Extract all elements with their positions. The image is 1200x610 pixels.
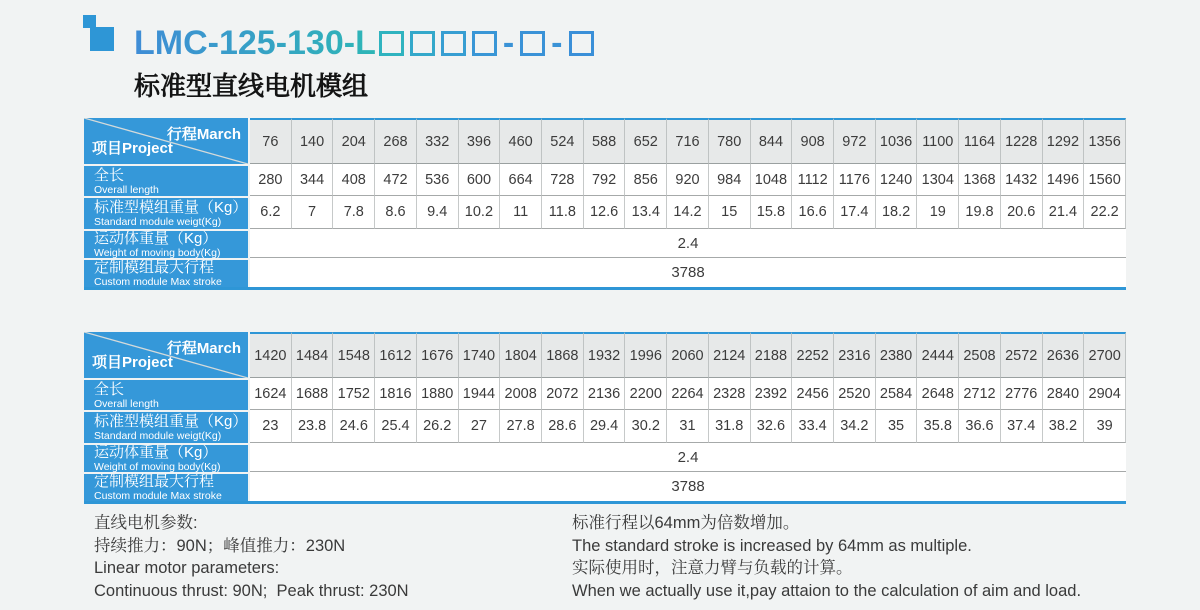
row-label-cn: 运动体重量（Kg） xyxy=(94,230,218,247)
model-number-text: LMC-125-130-L xyxy=(134,23,376,62)
row-label-cell xyxy=(84,472,250,501)
table-corner-cell xyxy=(84,118,250,164)
stroke-header-cell: 2188 xyxy=(751,332,793,378)
value-cell: 2328 xyxy=(709,378,751,410)
footer-line: Linear motor parameters: xyxy=(94,559,280,577)
value-cell: 15 xyxy=(709,196,751,229)
value-cell: 344 xyxy=(292,164,334,196)
logo-square-big-icon xyxy=(90,27,114,51)
value-cell: 27 xyxy=(459,410,501,443)
row-label-cell xyxy=(84,196,250,229)
value-cell: 29.4 xyxy=(584,410,626,443)
stroke-header-cell: 2380 xyxy=(876,332,918,378)
placeholder-box-icon xyxy=(379,31,404,56)
value-cell: 7 xyxy=(292,196,334,229)
stroke-header-cell: 2124 xyxy=(709,332,751,378)
corner-label-project: 项目Project xyxy=(92,140,173,157)
value-cell: 1624 xyxy=(250,378,292,410)
value-cell: 26.2 xyxy=(417,410,459,443)
value-cell: 408 xyxy=(333,164,375,196)
stroke-header-cell: 780 xyxy=(709,118,751,164)
value-cell: 2264 xyxy=(667,378,709,410)
placeholder-box-icon xyxy=(441,31,466,56)
value-cell: 19 xyxy=(917,196,959,229)
value-cell: 7.8 xyxy=(333,196,375,229)
value-cell: 35 xyxy=(876,410,918,443)
value-cell: 2008 xyxy=(500,378,542,410)
value-cell: 1944 xyxy=(459,378,501,410)
product-subtitle: 标准型直线电机模组 xyxy=(134,71,369,101)
value-cell: 15.8 xyxy=(751,196,793,229)
span-value-cell: 3788 xyxy=(250,472,1126,501)
value-cell: 1432 xyxy=(1001,164,1043,196)
value-cell: 33.4 xyxy=(792,410,834,443)
value-cell: 472 xyxy=(375,164,417,196)
corner-label-march: 行程March xyxy=(166,340,241,357)
stroke-header-cell: 908 xyxy=(792,118,834,164)
stroke-header-cell: 844 xyxy=(751,118,793,164)
value-cell: 2072 xyxy=(542,378,584,410)
stroke-header-cell: 76 xyxy=(250,118,292,164)
span-value-cell: 2.4 xyxy=(250,443,1126,472)
stroke-header-cell: 2636 xyxy=(1043,332,1085,378)
footer-motor-parameters xyxy=(94,512,564,602)
value-cell: 11.8 xyxy=(542,196,584,229)
value-cell: 23.8 xyxy=(292,410,334,443)
value-cell: 36.6 xyxy=(959,410,1001,443)
footer-line: 持续推力：90N；峰值推力：230N xyxy=(94,536,346,555)
value-cell: 2456 xyxy=(792,378,834,410)
value-cell: 792 xyxy=(584,164,626,196)
row-label-en: Weight of moving body(Kg) xyxy=(94,247,221,258)
row-label-en: Custom module Max stroke xyxy=(94,490,222,501)
footer-line: Continuous thrust: 90N; Peak thrust: 230N xyxy=(94,581,409,600)
row-label-cn: 全长 xyxy=(94,166,125,184)
value-cell: 2584 xyxy=(876,378,918,410)
stroke-header-cell: 268 xyxy=(375,118,417,164)
corner-label-march: 行程March xyxy=(166,126,241,143)
value-cell: 664 xyxy=(500,164,542,196)
value-cell: 37.4 xyxy=(1001,410,1043,443)
value-cell: 18.2 xyxy=(876,196,918,229)
value-cell: 30.2 xyxy=(625,410,667,443)
row-label-cn: 标准型模组重量（Kg） xyxy=(94,413,248,430)
value-cell: 2520 xyxy=(834,378,876,410)
value-cell: 1112 xyxy=(792,164,834,196)
stroke-header-cell: 204 xyxy=(333,118,375,164)
value-cell: 1880 xyxy=(417,378,459,410)
row-label-cell xyxy=(84,443,250,472)
value-cell: 6.2 xyxy=(250,196,292,229)
title-dash: - xyxy=(551,23,563,62)
spec-grid xyxy=(84,118,1126,287)
row-label-cn: 定制模组最大行程 xyxy=(94,259,215,276)
value-cell: 31.8 xyxy=(709,410,751,443)
value-cell: 1240 xyxy=(876,164,918,196)
value-cell: 32.6 xyxy=(751,410,793,443)
value-cell: 1048 xyxy=(751,164,793,196)
spec-table-1 xyxy=(84,118,1126,290)
value-cell: 12.6 xyxy=(584,196,626,229)
stroke-header-cell: 140 xyxy=(292,118,334,164)
stroke-header-cell: 716 xyxy=(667,118,709,164)
stroke-header-cell: 588 xyxy=(584,118,626,164)
value-cell: 2776 xyxy=(1001,378,1043,410)
value-cell: 8.6 xyxy=(375,196,417,229)
value-cell: 1176 xyxy=(834,164,876,196)
stroke-header-cell: 396 xyxy=(459,118,501,164)
value-cell: 24.6 xyxy=(333,410,375,443)
value-cell: 600 xyxy=(459,164,501,196)
stroke-header-cell: 2572 xyxy=(1001,332,1043,378)
span-value-cell: 3788 xyxy=(250,258,1126,287)
value-cell: 920 xyxy=(667,164,709,196)
value-cell: 1752 xyxy=(333,378,375,410)
value-cell: 39 xyxy=(1084,410,1126,443)
value-cell: 38.2 xyxy=(1043,410,1085,443)
value-cell: 27.8 xyxy=(500,410,542,443)
value-cell: 1496 xyxy=(1043,164,1085,196)
row-label-cn: 运动体重量（Kg） xyxy=(94,444,218,461)
value-cell: 16.6 xyxy=(792,196,834,229)
stroke-header-cell: 1932 xyxy=(584,332,626,378)
row-label-cn: 定制模组最大行程 xyxy=(94,473,215,490)
row-label-cell xyxy=(84,258,250,287)
value-cell: 31 xyxy=(667,410,709,443)
value-cell: 984 xyxy=(709,164,751,196)
value-cell: 10.2 xyxy=(459,196,501,229)
stroke-header-cell: 1484 xyxy=(292,332,334,378)
spec-table-2 xyxy=(84,332,1126,504)
value-cell: 20.6 xyxy=(1001,196,1043,229)
row-label-cell xyxy=(84,229,250,258)
value-cell: 22.2 xyxy=(1084,196,1126,229)
stroke-header-cell: 1228 xyxy=(1001,118,1043,164)
value-cell: 856 xyxy=(625,164,667,196)
value-cell: 28.6 xyxy=(542,410,584,443)
span-value-cell: 2.4 xyxy=(250,229,1126,258)
value-cell: 280 xyxy=(250,164,292,196)
row-label-en: Weight of moving body(Kg) xyxy=(94,461,221,472)
value-cell: 23 xyxy=(250,410,292,443)
row-label-cell xyxy=(84,378,250,410)
model-title xyxy=(134,22,597,64)
row-label-en: Custom module Max stroke xyxy=(94,276,222,287)
row-label-en: Overall length xyxy=(94,183,159,196)
value-cell: 2136 xyxy=(584,378,626,410)
row-label-en: Standard module weigt(Kg) xyxy=(94,216,222,228)
stroke-header-cell: 1612 xyxy=(375,332,417,378)
stroke-header-cell: 332 xyxy=(417,118,459,164)
corner-label-project: 项目Project xyxy=(92,354,173,371)
value-cell: 536 xyxy=(417,164,459,196)
stroke-header-cell: 1292 xyxy=(1043,118,1085,164)
value-cell: 34.2 xyxy=(834,410,876,443)
value-cell: 2904 xyxy=(1084,378,1126,410)
stroke-header-cell: 1420 xyxy=(250,332,292,378)
footer-line: The standard stroke is increased by 64mm as multiple. xyxy=(572,536,972,555)
value-cell: 11 xyxy=(500,196,542,229)
stroke-header-cell: 2508 xyxy=(959,332,1001,378)
value-cell: 35.8 xyxy=(917,410,959,443)
value-cell: 17.4 xyxy=(834,196,876,229)
placeholder-box-icon xyxy=(410,31,435,56)
footer-line: 实际使用时，注意力臂与负载的计算。 xyxy=(572,559,853,577)
row-label-cn: 标准型模组重量（Kg） xyxy=(94,199,248,216)
stroke-header-cell: 460 xyxy=(500,118,542,164)
value-cell: 19.8 xyxy=(959,196,1001,229)
value-cell: 1688 xyxy=(292,378,334,410)
placeholder-box-icon xyxy=(569,31,594,56)
stroke-header-cell: 2700 xyxy=(1084,332,1126,378)
value-cell: 2392 xyxy=(751,378,793,410)
value-cell: 1816 xyxy=(375,378,417,410)
spec-grid xyxy=(84,332,1126,501)
title-dash: - xyxy=(502,23,515,62)
row-label-cell xyxy=(84,164,250,196)
value-cell: 13.4 xyxy=(625,196,667,229)
stroke-header-cell: 2444 xyxy=(917,332,959,378)
table-corner-cell xyxy=(84,332,250,378)
row-label-en: Standard module weigt(Kg) xyxy=(94,430,222,442)
stroke-header-cell: 1036 xyxy=(876,118,918,164)
stroke-header-cell: 1356 xyxy=(1084,118,1126,164)
value-cell: 1368 xyxy=(959,164,1001,196)
stroke-header-cell: 1100 xyxy=(917,118,959,164)
stroke-header-cell: 1548 xyxy=(333,332,375,378)
value-cell: 14.2 xyxy=(667,196,709,229)
stroke-header-cell: 1740 xyxy=(459,332,501,378)
footer-stroke-notes xyxy=(572,512,1192,602)
value-cell: 21.4 xyxy=(1043,196,1085,229)
footer-line: 标准行程以64mm为倍数增加。 xyxy=(572,514,800,532)
value-cell: 2200 xyxy=(625,378,667,410)
value-cell: 2648 xyxy=(917,378,959,410)
stroke-header-cell: 972 xyxy=(834,118,876,164)
stroke-header-cell: 524 xyxy=(542,118,584,164)
footer-line: When we actually use it,pay attaion to the calculation of aim and load. xyxy=(572,581,1082,600)
value-cell: 2712 xyxy=(959,378,1001,410)
row-label-cell xyxy=(84,410,250,443)
footer-line: 直线电机参数: xyxy=(94,514,198,532)
value-cell: 1304 xyxy=(917,164,959,196)
stroke-header-cell: 1164 xyxy=(959,118,1001,164)
placeholder-box-icon xyxy=(520,31,545,56)
value-cell: 1560 xyxy=(1084,164,1126,196)
stroke-header-cell: 1868 xyxy=(542,332,584,378)
stroke-header-cell: 1676 xyxy=(417,332,459,378)
stroke-header-cell: 2316 xyxy=(834,332,876,378)
stroke-header-cell: 1996 xyxy=(625,332,667,378)
stroke-header-cell: 2060 xyxy=(667,332,709,378)
value-cell: 2840 xyxy=(1043,378,1085,410)
stroke-header-cell: 652 xyxy=(625,118,667,164)
stroke-header-cell: 1804 xyxy=(500,332,542,378)
value-cell: 25.4 xyxy=(375,410,417,443)
value-cell: 9.4 xyxy=(417,196,459,229)
stroke-header-cell: 2252 xyxy=(792,332,834,378)
row-label-cn: 全长 xyxy=(94,380,125,398)
placeholder-box-icon xyxy=(472,31,497,56)
row-label-en: Overall length xyxy=(94,397,159,410)
value-cell: 728 xyxy=(542,164,584,196)
